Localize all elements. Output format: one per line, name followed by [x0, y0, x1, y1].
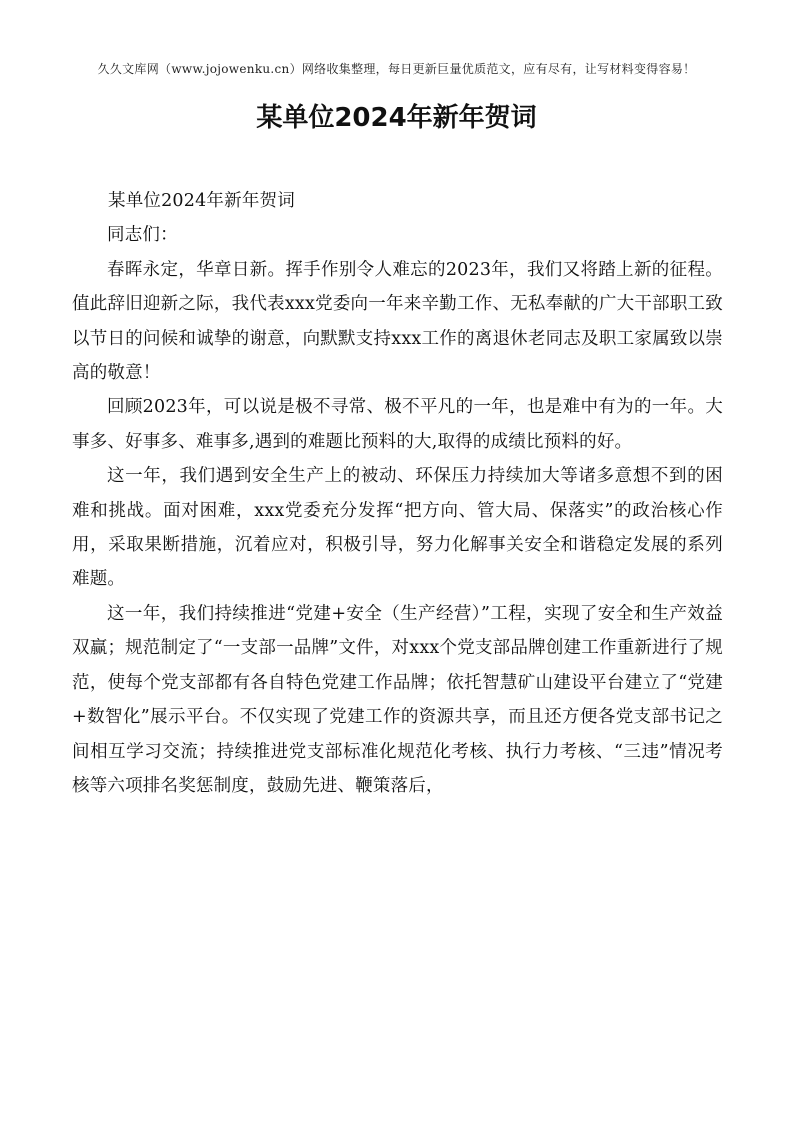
document-body	[72, 184, 723, 803]
document-title: 某单位2024年新年贺词	[256, 103, 537, 133]
source-header-note: 久久文库网（www.jojowenku.cn）网络收集整理，每日更新巨量优质范文，应有尽有，让写材料变得容易！	[97, 62, 696, 76]
document-subtitle: 某单位2024年新年贺词	[108, 191, 295, 211]
paragraph-2: 回顾2023年，可以说是极不寻常、极不平凡的一年，也是难中有为的一年。大事多、好事多、难事多,遇到的难题比预料的大,取得的成绩比预料的好。	[72, 397, 723, 452]
paragraph-1: 春晖永定，华章日新。挥手作别令人难忘的2023年，我们又将踏上新的征程。值此辞旧迎新之际，我代表xxx党委向一年来辛勤工作、无私奉献的广大干部职工致以节日的问候和诚挚的谢意，向默默支持xxx工作的离退休老同志及职工家属致以崇高的敬意！	[72, 259, 723, 384]
paragraph-4: 这一年，我们持续推进“党建+安全（生产经营）”工程，实现了安全和生产效益双赢；规范制定了“一支部一品牌”文件，对xxx个党支部品牌创建工作重新进行了规范，使每个党支部都有各自特色党建工作品牌；依托智慧矿山建设平台建立了“党建+数智化”展示平台。不仅实现了党建工作的资源共享，而且还方便各党支部书记之间相互学习交流；持续推进党支部标准化规范化考核、执行力考核、“三违”情况考核等六项排名奖惩制度，鼓励先进、鞭策落后，	[72, 603, 723, 796]
greeting: 同志们：	[107, 225, 178, 246]
paragraph-3: 这一年，我们遇到安全生产上的被动、环保压力持续加大等诸多意想不到的困难和挑战。面对困难，xxx党委充分发挥“把方向、管大局、保落实”的政治核心作用，采取果断措施，沉着应对，积极引导，努力化解事关安全和谐稳定发展的系列难题。	[72, 466, 723, 590]
